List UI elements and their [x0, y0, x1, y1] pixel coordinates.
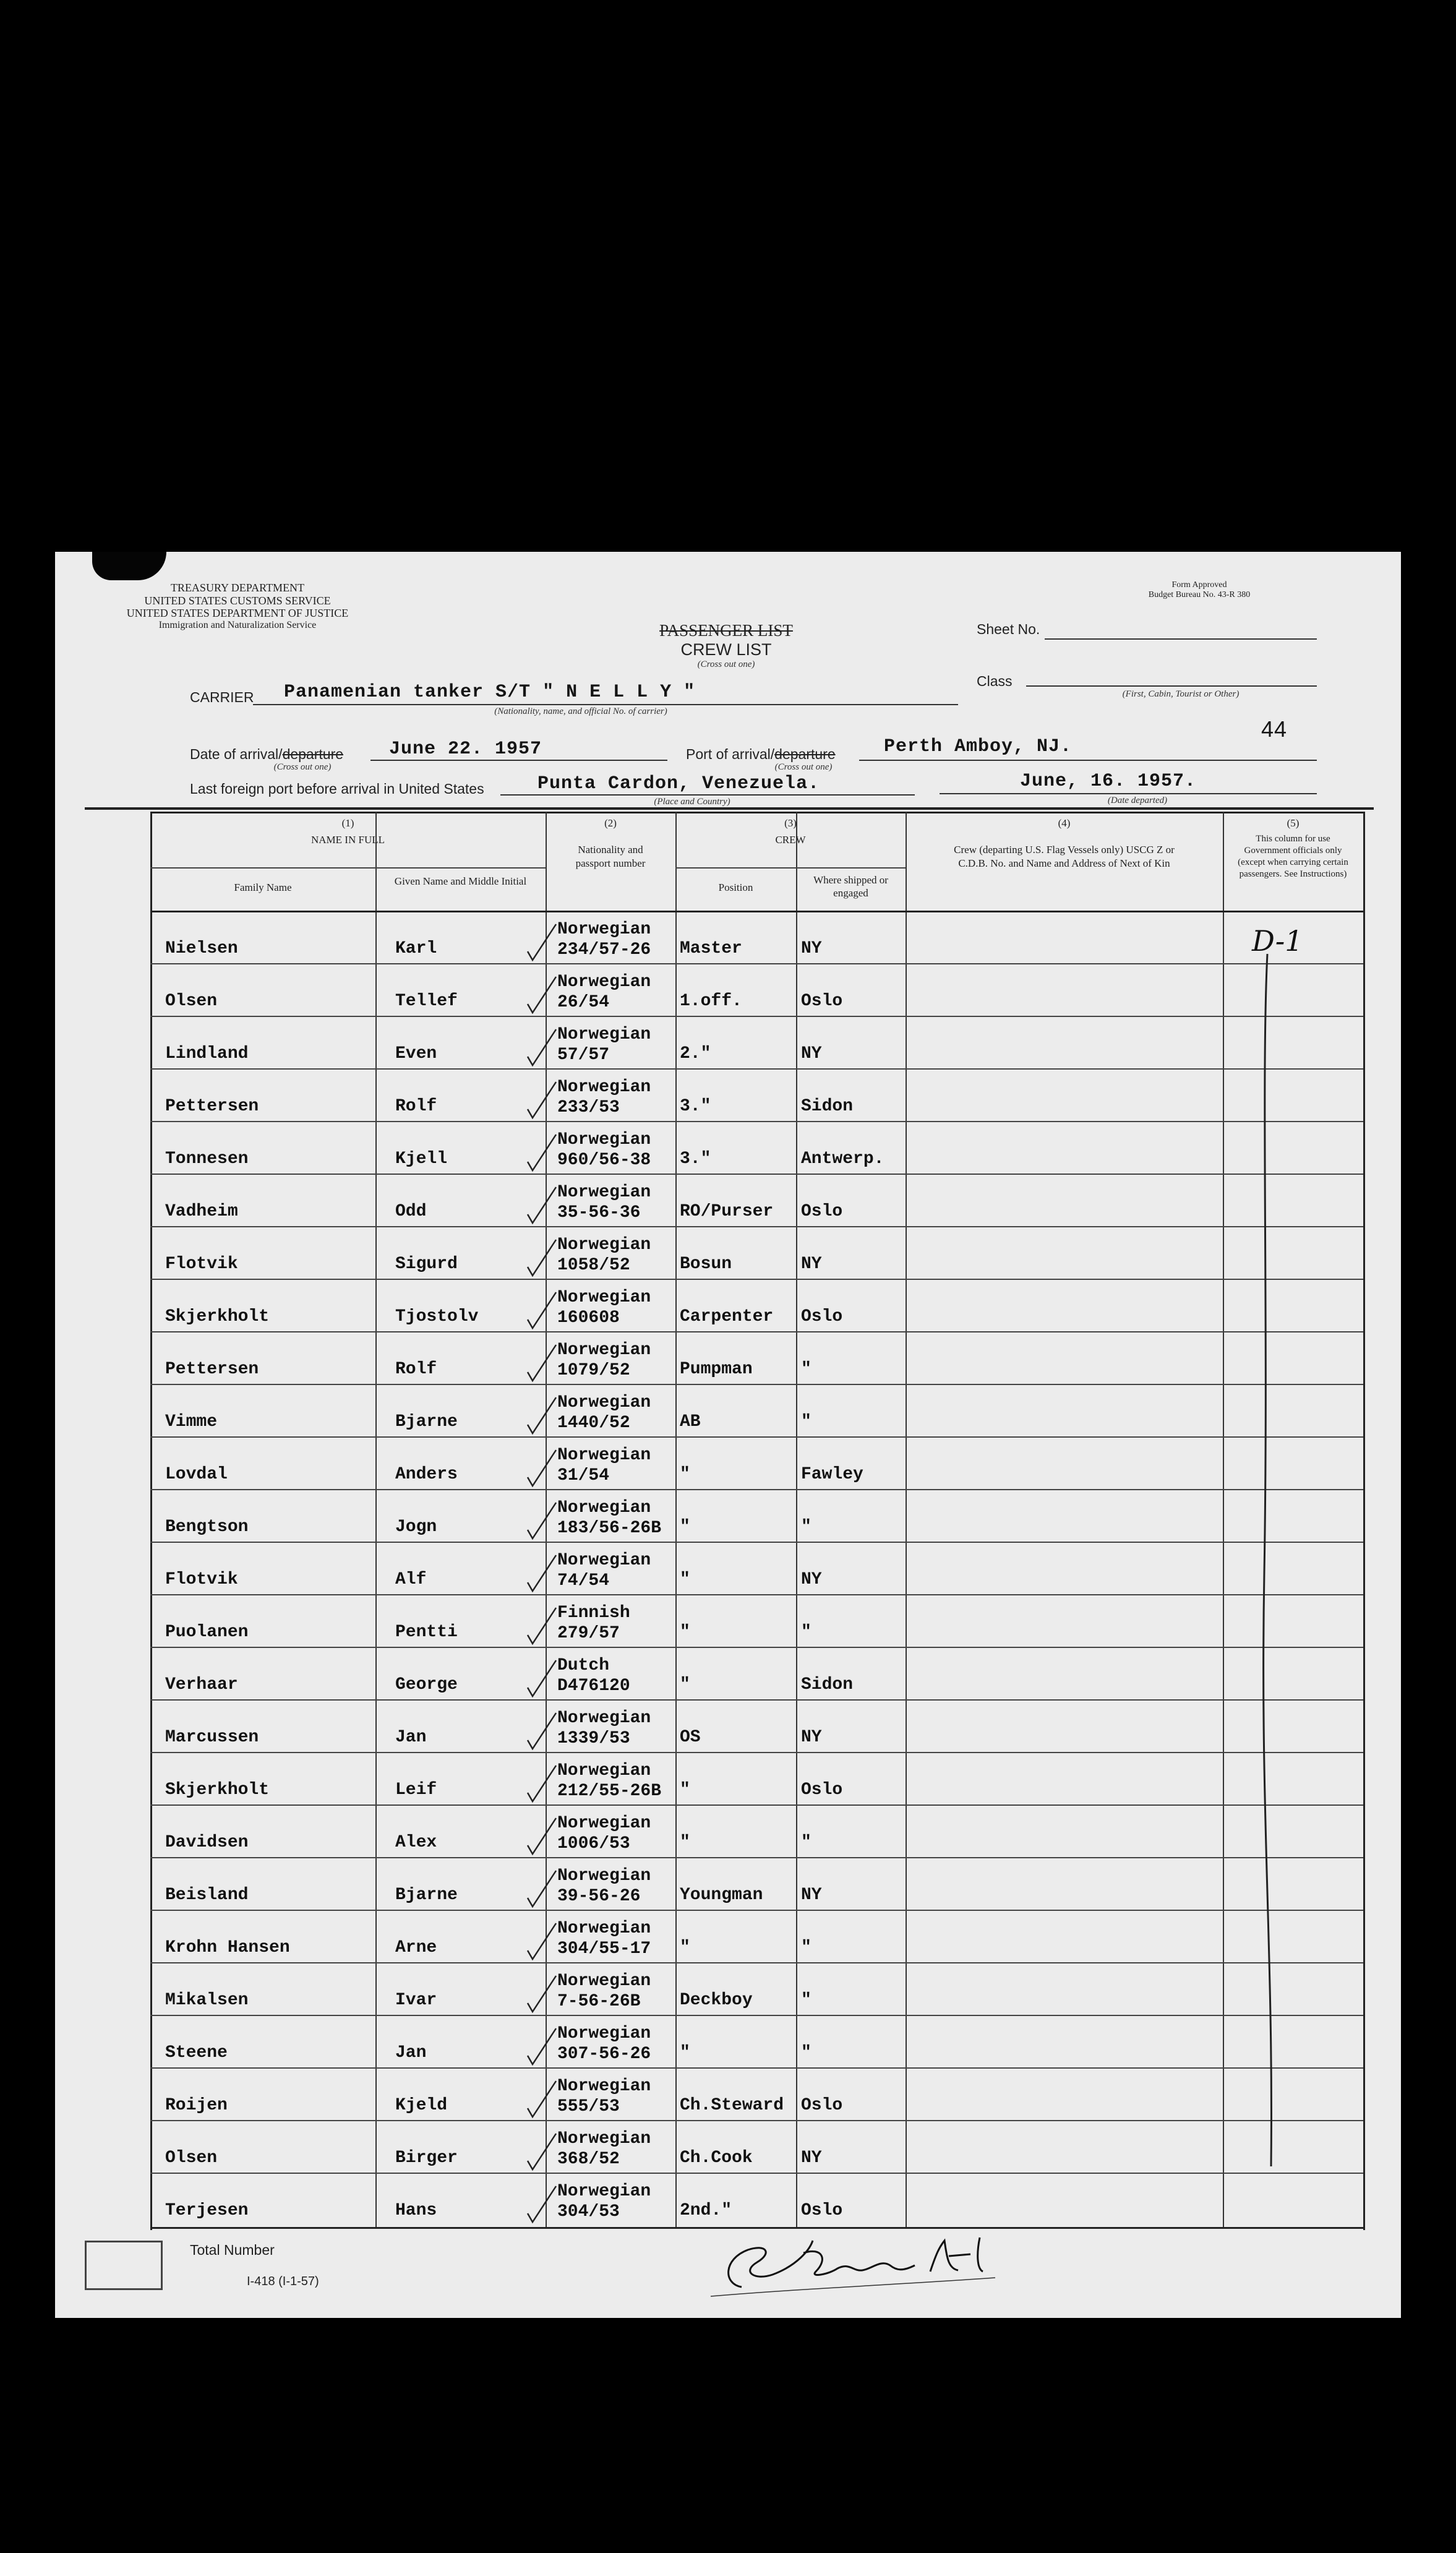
check-mark-icon: [525, 1079, 562, 1123]
nationality: Finnish: [557, 1603, 630, 1623]
nationality: Norwegian: [557, 2129, 651, 2148]
family-name: Pettersen: [165, 1097, 259, 1116]
passport-number: 31/54: [557, 1466, 610, 1485]
where-shipped: Oslo: [801, 1202, 843, 1221]
nationality: Norwegian: [557, 920, 651, 939]
passport-number: 212/55-26B: [557, 1782, 662, 1801]
passport-number: 160608: [557, 1308, 620, 1328]
position: ": [680, 1570, 690, 1589]
head-split-3: [675, 867, 906, 869]
position: AB: [680, 1412, 701, 1431]
position: Pumpman: [680, 1360, 753, 1379]
col1a-header: Family Name: [234, 882, 292, 893]
row-line: [150, 1962, 1363, 1963]
port-label-text: Port of arrival/: [686, 746, 775, 762]
family-name: Beisland: [165, 1886, 249, 1905]
passport-number: 183/56-26B: [557, 1519, 662, 1538]
last-port-note: (Place and Country): [654, 797, 730, 807]
official-bracket-line: [1230, 954, 1304, 2191]
arrival-label-struck: departure: [282, 746, 344, 762]
position: ": [680, 1623, 690, 1642]
where-shipped: NY: [801, 1570, 822, 1589]
agency-line: Immigration and Naturalization Service: [158, 620, 317, 631]
row-line: [150, 1857, 1363, 1858]
family-name: Krohn Hansen: [165, 1938, 290, 1957]
position: ": [680, 1938, 690, 1957]
row-line: [150, 1436, 1363, 1438]
position: ": [680, 1465, 690, 1484]
given-name: Jan: [395, 2043, 427, 2062]
row-line: [150, 1174, 1363, 1175]
sheet-no-label: Sheet No.: [977, 621, 1040, 637]
given-name: Alf: [395, 1570, 427, 1589]
row-line: [150, 1594, 1363, 1595]
where-shipped: ": [801, 1991, 812, 2010]
given-name: Even: [395, 1044, 437, 1063]
given-name: Birger: [395, 2148, 458, 2168]
check-mark-icon: [525, 1185, 562, 1228]
position: ": [680, 1833, 690, 1852]
nationality: Dutch: [557, 1656, 610, 1675]
date-departed-note: (Date departed): [1107, 796, 1168, 805]
check-mark-icon: [525, 1448, 562, 1491]
last-port-line: [500, 794, 915, 796]
form-title-block: [612, 621, 841, 670]
given-name: Anders: [395, 1465, 458, 1484]
check-mark-icon: [525, 1921, 562, 1964]
total-number-label: Total Number: [190, 2242, 275, 2258]
check-mark-icon: [525, 1290, 562, 1333]
given-name: Tellef: [395, 992, 458, 1011]
last-port-label: Last foreign port before arrival in United States: [190, 781, 484, 797]
passport-number: 39-56-26: [557, 1887, 641, 1906]
position: Deckboy: [680, 1991, 753, 2010]
date-departed-line: [940, 793, 1317, 794]
col2-title: Nationality and passport number: [575, 844, 646, 869]
title-note: (Cross out one): [697, 659, 755, 670]
check-mark-icon: [525, 2184, 562, 2227]
row-line: [150, 1384, 1363, 1385]
check-mark-icon: [525, 1132, 562, 1175]
nationality: Norwegian: [557, 1814, 651, 1833]
passport-number: 368/52: [557, 2150, 620, 2169]
row-line: [150, 1121, 1363, 1122]
position: Master: [680, 939, 742, 958]
nationality: Norwegian: [557, 1183, 651, 1202]
given-name: Leif: [395, 1780, 437, 1800]
given-name: Ivar: [395, 1991, 437, 2010]
position: Ch.Cook: [680, 2148, 753, 2168]
nationality: Norwegian: [557, 2024, 651, 2043]
carrier-label: CARRIER: [190, 689, 254, 705]
where-shipped: NY: [801, 2148, 822, 2168]
nationality: Norwegian: [557, 1866, 651, 1886]
position: 2.": [680, 1044, 711, 1063]
nationality: Norwegian: [557, 1498, 651, 1517]
nationality: Norwegian: [557, 1761, 651, 1780]
family-name: Olsen: [165, 992, 218, 1011]
position: Ch.Steward: [680, 2096, 784, 2115]
given-name: Bjarne: [395, 1412, 458, 1431]
where-shipped: ": [801, 2043, 812, 2062]
head-bottom: [150, 911, 1363, 912]
nationality: Norwegian: [557, 1709, 651, 1728]
check-mark-icon: [525, 1658, 562, 1701]
check-mark-icon: [525, 1500, 562, 1543]
passport-number: 304/53: [557, 2202, 620, 2221]
check-mark-icon: [525, 2131, 562, 2174]
row-line: [150, 1542, 1363, 1543]
nationality: Norwegian: [557, 1393, 651, 1412]
col1b-header: Given Name and Middle Initial: [394, 875, 527, 887]
family-name: Pettersen: [165, 1360, 259, 1379]
nationality: Norwegian: [557, 1446, 651, 1465]
header-separator: [85, 807, 1374, 810]
passport-number: 1440/52: [557, 1414, 630, 1433]
given-name: George: [395, 1675, 458, 1694]
nationality: Norwegian: [557, 1551, 651, 1570]
where-shipped: ": [801, 1833, 812, 1852]
given-name: Jan: [395, 1728, 427, 1747]
family-name: Skjerkholt: [165, 1307, 270, 1326]
nationality: Norwegian: [557, 1919, 651, 1938]
given-name: Odd: [395, 1202, 427, 1221]
row-line: [150, 1910, 1363, 1911]
where-shipped: NY: [801, 1255, 822, 1274]
col4-number: (4): [1058, 817, 1071, 829]
given-name: Sigurd: [395, 1255, 458, 1274]
last-port-value: Punta Cardon, Venezuela.: [537, 773, 820, 794]
col5-title: This column for use Government officials only (except when carrying certain passengers. See Instructions): [1238, 834, 1348, 879]
passport-number: 960/56-38: [557, 1151, 651, 1170]
where-shipped: Oslo: [801, 2201, 843, 2220]
arrival-label: [190, 746, 343, 763]
official-annotation: D-1: [1252, 924, 1303, 958]
given-name: Bjarne: [395, 1886, 458, 1905]
row-line: [150, 1279, 1363, 1280]
where-shipped: NY: [801, 1728, 822, 1747]
position: ": [680, 1780, 690, 1800]
family-name: Mikalsen: [165, 1991, 249, 2010]
position: ": [680, 2043, 690, 2062]
position: ": [680, 1517, 690, 1537]
where-shipped: ": [801, 1938, 812, 1957]
position: 3.": [680, 1097, 711, 1116]
passport-number: 1079/52: [557, 1361, 630, 1380]
form-approved: [1107, 580, 1292, 600]
row-line: [150, 1331, 1363, 1332]
passport-number: 279/57: [557, 1624, 620, 1643]
position: 1.off.: [680, 992, 742, 1011]
family-name: Bengtson: [165, 1517, 249, 1537]
port-label-struck: departure: [774, 746, 836, 762]
row-line: [150, 1699, 1363, 1701]
where-shipped: NY: [801, 1044, 822, 1063]
where-shipped: ": [801, 1517, 812, 1537]
row-line: [150, 1226, 1363, 1227]
where-shipped: Sidon: [801, 1097, 854, 1116]
family-name: Puolanen: [165, 1623, 249, 1642]
check-mark-icon: [525, 1027, 562, 1070]
passport-number: 26/54: [557, 993, 610, 1012]
col3-header: [675, 817, 906, 847]
given-name: Karl: [395, 939, 437, 958]
position: RO/Purser: [680, 1202, 774, 1221]
class-note: (First, Cabin, Tourist or Other): [1122, 689, 1240, 699]
col3a-header: Position: [718, 882, 753, 893]
position: Carpenter: [680, 1307, 774, 1326]
nationality: Norwegian: [557, 1341, 651, 1360]
given-name: Pentti: [395, 1623, 458, 1642]
agency-line: UNITED STATES DEPARTMENT OF JUSTICE: [126, 607, 349, 620]
passport-number: 304/55-17: [557, 1939, 651, 1959]
given-name: Hans: [395, 2201, 437, 2220]
port-of-arrival: Perth Amboy, NJ.: [884, 736, 1073, 757]
family-name: Roijen: [165, 2096, 228, 2115]
crew-list-form: [55, 552, 1401, 2318]
class-label: Class: [977, 673, 1013, 689]
family-name: Davidsen: [165, 1833, 249, 1852]
row-line: [150, 2120, 1363, 2121]
family-name: Lindland: [165, 1044, 249, 1063]
check-mark-icon: [525, 1237, 562, 1281]
agency-line: UNITED STATES CUSTOMS SERVICE: [144, 594, 331, 607]
check-mark-icon: [525, 1342, 562, 1386]
col3-number: (3): [784, 817, 797, 829]
row-line: [150, 2015, 1363, 2016]
check-mark-icon: [525, 1553, 562, 1596]
arrival-label-text: Date of arrival/: [190, 746, 283, 762]
position: 3.": [680, 1149, 711, 1169]
agency-block: [92, 581, 383, 631]
position: ": [680, 1675, 690, 1694]
title-crew-list: CREW LIST: [680, 640, 772, 659]
arrival-date: June 22. 1957: [389, 739, 542, 760]
check-mark-icon: [525, 1395, 562, 1438]
passport-number: 307-56-26: [557, 2045, 651, 2064]
where-shipped: NY: [801, 939, 822, 958]
check-mark-icon: [525, 1816, 562, 1859]
where-shipped: Sidon: [801, 1675, 854, 1694]
given-name: Rolf: [395, 1360, 437, 1379]
where-shipped: Oslo: [801, 992, 843, 1011]
family-name: Verhaar: [165, 1675, 238, 1694]
sheet-no-line: [1045, 638, 1317, 640]
passport-number: 1339/53: [557, 1729, 630, 1748]
check-mark-icon: [525, 1973, 562, 2017]
given-name: Rolf: [395, 1097, 437, 1116]
col3-title: CREW: [775, 834, 806, 846]
nationality: Norwegian: [557, 1078, 651, 1097]
passport-number: 35-56-36: [557, 1203, 641, 1222]
passport-number: 1058/52: [557, 1256, 630, 1275]
row-line: [150, 1016, 1363, 1017]
check-mark-icon: [525, 1868, 562, 1912]
port-label: [686, 746, 836, 763]
col5-header: [1223, 817, 1363, 880]
where-shipped: ": [801, 1623, 812, 1642]
given-name: Tjostolv: [395, 1307, 479, 1326]
family-name: Tonnesen: [165, 1149, 249, 1169]
signature: [704, 2216, 1026, 2302]
given-name: Alex: [395, 1833, 437, 1852]
passport-number: D476120: [557, 1676, 630, 1696]
given-name: Arne: [395, 1938, 437, 1957]
check-mark-icon: [525, 1763, 562, 1806]
position: 2nd.": [680, 2201, 732, 2220]
passport-number: 7-56-26B: [557, 1992, 641, 2011]
row-line: [150, 2067, 1363, 2069]
carrier-note: (Nationality, name, and official No. of carrier): [494, 706, 667, 716]
col1-title: NAME IN FULL: [311, 834, 385, 846]
family-name: Flotvik: [165, 1255, 238, 1274]
where-shipped: NY: [801, 1886, 822, 1905]
punch-hole: [92, 552, 166, 580]
nationality: Norwegian: [557, 1972, 651, 1991]
carrier-line: [253, 704, 958, 705]
row-line: [150, 1647, 1363, 1648]
nationality: Norwegian: [557, 1025, 651, 1044]
family-name: Skjerkholt: [165, 1780, 270, 1800]
row-line: [150, 1752, 1363, 1753]
port-line: [859, 760, 1317, 761]
where-shipped: Oslo: [801, 1307, 843, 1326]
check-mark-icon: [525, 2079, 562, 2122]
check-mark-icon: [525, 922, 562, 965]
where-shipped: Oslo: [801, 2096, 843, 2115]
col2-number: (2): [604, 817, 617, 829]
row-line: [150, 1489, 1363, 1490]
check-mark-icon: [525, 974, 562, 1018]
check-mark-icon: [525, 1605, 562, 1649]
port-note: (Cross out one): [774, 762, 833, 772]
budget-bureau-line: Budget Bureau No. 43-R 380: [1148, 590, 1251, 600]
col1-header: [150, 817, 546, 847]
family-name: Vadheim: [165, 1202, 238, 1221]
passport-number: 74/54: [557, 1571, 610, 1590]
passport-number: 1006/53: [557, 1834, 630, 1853]
family-name: Marcussen: [165, 1728, 259, 1747]
row-line: [150, 963, 1363, 964]
nationality: Norwegian: [557, 2182, 651, 2201]
position: Bosun: [680, 1255, 732, 1274]
family-name: Steene: [165, 2043, 228, 2062]
position: Youngman: [680, 1886, 763, 1905]
family-name: Nielsen: [165, 939, 238, 958]
col4-title: Crew (departing U.S. Flag Vessels only) USCG Z or C.D.B. No. and Name and Address of Next of Kin: [954, 844, 1175, 869]
class-line: [1026, 685, 1317, 687]
family-name: Vimme: [165, 1412, 218, 1431]
crew-table: [150, 812, 1365, 2230]
row-line: [150, 1068, 1363, 1070]
check-mark-icon: [525, 2026, 562, 2069]
family-name: Flotvik: [165, 1570, 238, 1589]
given-name: Kjeld: [395, 2096, 448, 2115]
page-number: 44: [1261, 716, 1288, 742]
where-shipped: Oslo: [801, 1780, 843, 1800]
family-name: Olsen: [165, 2148, 218, 2168]
family-name: Terjesen: [165, 2201, 249, 2220]
passport-number: 233/53: [557, 1098, 620, 1117]
carrier-value: Panamenian tanker S/T " N E L L Y ": [284, 682, 696, 703]
passport-number: 57/57: [557, 1045, 610, 1065]
nationality: Norwegian: [557, 2077, 651, 2096]
position: OS: [680, 1728, 701, 1747]
nationality: Norwegian: [557, 972, 651, 992]
passport-number: 555/53: [557, 2097, 620, 2116]
check-mark-icon: [525, 1710, 562, 1754]
col5-number: (5): [1287, 817, 1300, 829]
arrival-note: (Cross out one): [273, 762, 332, 772]
form-approved-line: Form Approved: [1171, 580, 1227, 590]
col1-number: (1): [341, 817, 354, 829]
where-shipped: ": [801, 1360, 812, 1379]
row-line: [150, 1804, 1363, 1806]
where-shipped: ": [801, 1412, 812, 1431]
head-split-1: [150, 867, 546, 869]
form-number: I-418 (I-1-57): [247, 2275, 319, 2288]
col2-header: [546, 817, 675, 870]
date-departed: June, 16. 1957.: [1020, 771, 1197, 792]
nationality: Norwegian: [557, 1235, 651, 1255]
where-shipped: Fawley: [801, 1465, 863, 1484]
given-name: Jogn: [395, 1517, 437, 1537]
title-passenger-list: PASSENGER LIST: [659, 621, 793, 640]
family-name: Lovdal: [165, 1465, 228, 1484]
col4-header: [906, 817, 1223, 870]
arrival-line: [370, 760, 667, 761]
agency-line: TREASURY DEPARTMENT: [170, 581, 305, 594]
col3b-header: Where shipped or engaged: [813, 874, 888, 899]
given-name: Kjell: [395, 1149, 448, 1169]
row-line: [150, 2173, 1363, 2174]
where-shipped: Antwerp.: [801, 1149, 884, 1169]
total-number-box: [85, 2241, 163, 2290]
nationality: Norwegian: [557, 1288, 651, 1307]
nationality: Norwegian: [557, 1130, 651, 1149]
passport-number: 234/57-26: [557, 940, 651, 959]
